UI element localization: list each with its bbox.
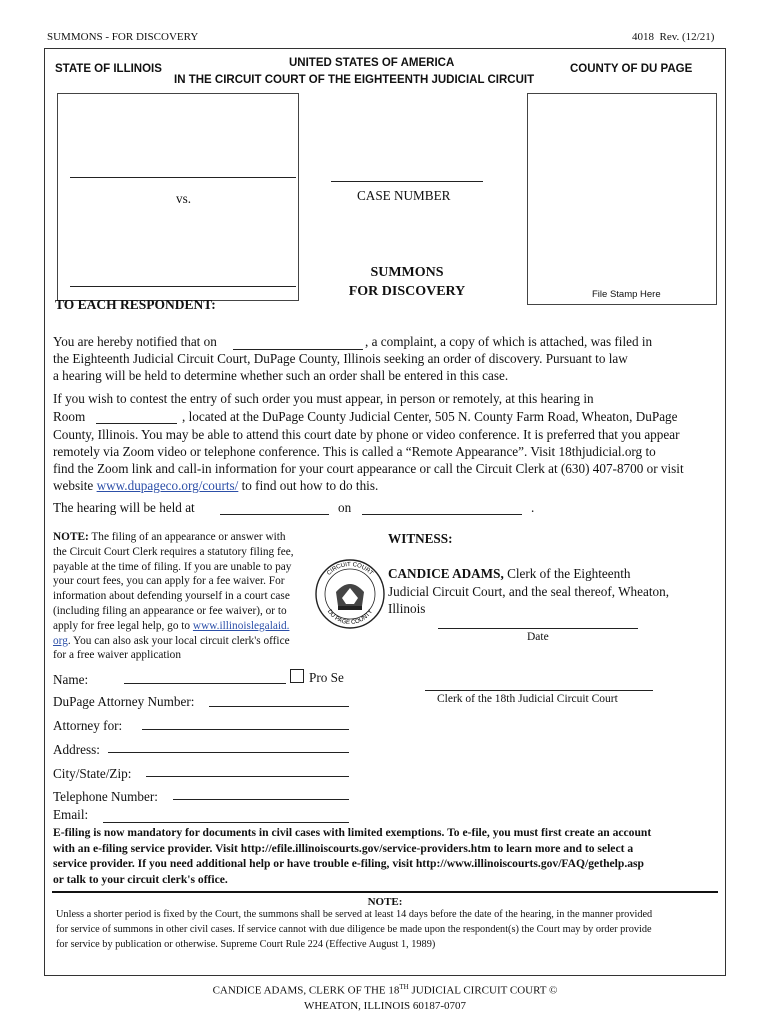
form-title: SUMMONS - FOR DISCOVERY	[47, 31, 199, 43]
witness-text: CANDICE ADAMS, Clerk of the Eighteenth Judicial Circuit Court, and the seal thereof, Wheaton, Illinois	[388, 566, 670, 617]
contest-line-1: If you wish to contest the entry of such order you must appear, in person or remotely, at this hearing in	[53, 391, 594, 406]
notice-line-2: the Eighteenth Judicial Circuit Court, DuPage County, Illinois seeking an order of discovery. Pursuant to law	[53, 351, 628, 366]
hearing-on-label: on	[338, 500, 352, 515]
form-number: 4018 Rev. (12/21)	[632, 31, 715, 43]
notice-line-1: You are hereby notified that on	[53, 334, 217, 349]
contest-line-5: find the Zoom link and call-in information for your court appearance or call the Circuit Clerk at (630) 407-8700 or visit	[53, 461, 684, 476]
attorney-number-field[interactable]	[209, 706, 349, 707]
date-label: Date	[527, 631, 549, 643]
city-label: City/State/Zip:	[53, 766, 132, 781]
name-field[interactable]	[124, 683, 286, 684]
county-heading: COUNTY OF DU PAGE	[570, 63, 693, 75]
legal-aid-link[interactable]: www.illinoislegalaid.	[192, 619, 290, 632]
notice-line-3: a hearing will be held to determine whether such an order shall be entered in this case.	[53, 368, 509, 383]
attorney-for-field[interactable]	[142, 729, 349, 730]
hearing-date-line[interactable]	[362, 514, 522, 515]
telephone-label: Telephone Number:	[53, 789, 158, 804]
clerk-signature-line[interactable]	[425, 690, 653, 691]
contest-line-3: County, Illinois. You may be able to attend this court date by phone or video conference. It is preferred that you appear	[53, 427, 680, 442]
contest-line-6: website www.dupageco.org/courts/ to find out how to do this.	[53, 478, 379, 493]
hearing-label: The hearing will be held at	[53, 500, 195, 515]
file-stamp-box	[527, 93, 717, 305]
city-field[interactable]	[146, 776, 349, 777]
vs-label: vs.	[176, 191, 192, 206]
footer: CANDICE ADAMS, CLERK OF THE 18TH JUDICIAL CIRCUIT COURT © WHEATON, ILLINOIS 60187-0707	[212, 983, 558, 1012]
state-heading: STATE OF ILLINOIS	[55, 63, 162, 75]
contest-line-2a: Room	[53, 409, 86, 424]
email-label: Email:	[53, 807, 89, 822]
notice-line-1b: , a complaint, a copy of which is attached, was filed in	[365, 334, 653, 349]
country-heading: UNITED STATES OF AMERICA	[289, 57, 455, 69]
file-stamp-label: File Stamp Here	[592, 289, 661, 300]
attorney-for-label: Attorney for:	[53, 718, 123, 733]
witness-label: WITNESS:	[388, 531, 453, 546]
respondent-line[interactable]	[70, 286, 296, 287]
to-respondent-heading: TO EACH RESPONDENT:	[55, 297, 216, 312]
telephone-field[interactable]	[173, 799, 349, 800]
hearing-location-line[interactable]	[220, 514, 329, 515]
petitioner-line[interactable]	[70, 177, 296, 178]
court-heading: IN THE CIRCUIT COURT OF THE EIGHTEENTH JUDICIAL CIRCUIT	[174, 74, 535, 86]
seal-ring-top: CIRCUIT COURT	[326, 561, 374, 577]
date-line[interactable]	[438, 628, 638, 629]
court-seal	[314, 558, 386, 630]
dupage-courts-link[interactable]: www.dupageco.org/courts/	[96, 478, 239, 493]
note-divider	[52, 891, 718, 893]
hearing-end: .	[531, 500, 535, 515]
room-line[interactable]	[96, 423, 177, 424]
case-number-label: CASE NUMBER	[357, 188, 451, 203]
seal-ring-bottom: DU PAGE COUNTY	[325, 608, 375, 627]
summons-title: SUMMONS FOR DISCOVERY	[348, 265, 466, 299]
attorney-number-label: DuPage Attorney Number:	[53, 694, 195, 709]
name-label: Name:	[53, 672, 89, 687]
email-field[interactable]	[103, 822, 349, 823]
legal-aid-link-cont[interactable]: org	[53, 634, 68, 647]
address-field[interactable]	[108, 752, 349, 753]
contest-line-4: remotely via Zoom video or telephone conference. This is called a “Remote Appearance”. Visit 18thjudicial.org to	[53, 444, 656, 459]
bottom-note-title: NOTE:	[367, 896, 403, 908]
clerk-signature-label: Clerk of the 18th Judicial Circuit Court	[437, 693, 618, 705]
contest-line-2b: , located at the DuPage County Judicial Center, 505 N. County Farm Road, Wheaton, DuPage	[182, 409, 678, 424]
pro-se-checkbox[interactable]	[290, 669, 304, 683]
fee-note: NOTE: The filing of an appearance or answer with the Circuit Court Clerk requires a statutory filing fee, payable at the time of filing. If you are unable to pay your court fees, you can apply for a fee waiver. For information about defending yourself in a court case (including filing an appearance or fee waiver), or to apply for free legal help, go to www.illinoislegalaid. org. You can also ask your local circuit clerk's office for a free waiver application	[53, 531, 294, 662]
address-label: Address:	[53, 742, 100, 757]
pro-se-label: Pro Se	[309, 670, 344, 685]
case-number-line[interactable]	[331, 181, 483, 182]
bottom-note-text: Unless a shorter period is fixed by the Court, the summons shall be served at least 14 days before the date of the hearing, in the manner provided for service of summons in other civil cases. If service cannot with due diligence be made upon the respondent(s) the Court may by order provide for service by publication or otherwise. Supreme Court Rule 224 (Effective August 1, 1989)	[56, 909, 653, 950]
efiling-notice: E-filing is now mandatory for documents in civil cases with limited exemptions. To e-file, you must first create an account with an e-filing service provider. Visit http://efile.illinoiscourts.gov/service-providers.htm to learn more and to select a service provider. If you need additional help or have trouble e-filing, visit http://www.illinoiscourts.gov/FAQ/gethelp.asp or talk to your circuit clerk's office.	[53, 826, 652, 886]
